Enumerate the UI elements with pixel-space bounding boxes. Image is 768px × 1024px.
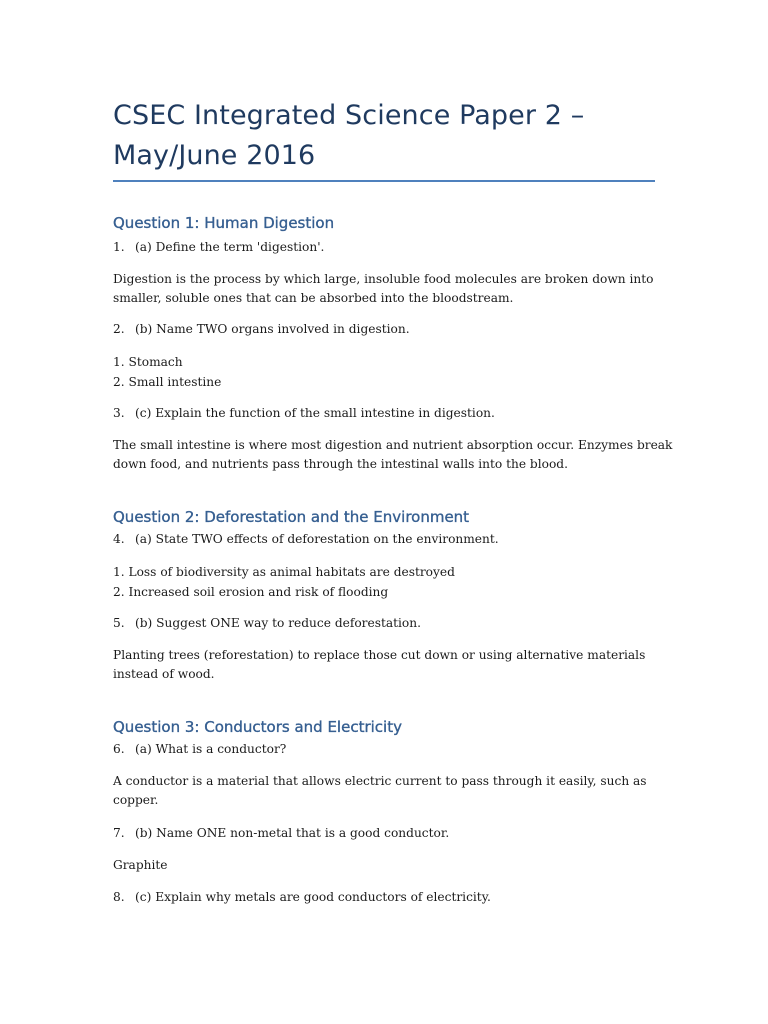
answer-line: Planting trees (reforestation) to replace those cut down or using alternative materials [113, 648, 646, 662]
question-text: (b) Name TWO organs involved in digestion. [135, 322, 410, 336]
question-7 [113, 824, 449, 842]
question-number: 4. [113, 532, 125, 546]
question-number: 8. [113, 890, 125, 904]
question-8 [113, 888, 491, 906]
answer-2 [113, 352, 658, 392]
answer-3 [113, 436, 673, 473]
question-text: (b) Name ONE non-metal that is a good conductor. [135, 826, 450, 840]
section-heading-conductors: Question 3: Conductors and Electricity [113, 718, 402, 736]
question-text: (c) Explain the function of the small intestine in digestion. [135, 406, 495, 420]
answer-1 [113, 270, 658, 307]
question-6 [113, 740, 286, 758]
question-number: 5. [113, 616, 125, 630]
answer-6 [113, 772, 658, 809]
question-5 [113, 614, 421, 632]
answer-line: 1. Loss of biodiversity as animal habitats are destroyed [113, 565, 455, 579]
question-number: 3. [113, 406, 125, 420]
question-text: (a) Define the term 'digestion'. [135, 240, 325, 254]
answer-line: copper. [113, 792, 159, 807]
question-number: 1. [113, 240, 125, 254]
section-heading-deforestation: Question 2: Deforestation and the Environment [113, 508, 470, 526]
document-title [113, 96, 658, 176]
document-title-line-1: CSEC Integrated Science Paper 2 – [113, 100, 585, 131]
question-2 [113, 320, 410, 338]
answer-line: smaller, soluble ones that can be absorbed into the bloodstream. [113, 290, 514, 305]
answer-line: 1. Stomach [113, 355, 183, 369]
title-underline-divider [113, 180, 655, 182]
answer-line: Graphite [113, 858, 168, 872]
answer-7 [113, 856, 658, 875]
answer-line: 2. Small intestine [113, 375, 222, 389]
question-text: (b) Suggest ONE way to reduce deforestation. [135, 616, 421, 630]
question-text: (c) Explain why metals are good conductors of electricity. [135, 890, 491, 904]
question-number: 6. [113, 742, 125, 756]
answer-5 [113, 646, 658, 683]
section-heading-human-digestion: Question 1: Human Digestion [113, 214, 335, 232]
answer-line: Digestion is the process by which large, insoluble food molecules are broken down into [113, 272, 654, 286]
answer-line: instead of wood. [113, 666, 215, 681]
question-text: (a) What is a conductor? [135, 742, 287, 756]
question-number: 7. [113, 826, 125, 840]
question-4 [113, 530, 499, 548]
question-3 [113, 404, 495, 422]
question-text: (a) State TWO effects of deforestation on the environment. [135, 532, 499, 546]
question-1 [113, 238, 324, 256]
answer-line: 2. Increased soil erosion and risk of flooding [113, 585, 389, 599]
document-title-line-2: May/June 2016 [113, 140, 316, 171]
answer-line: down food, and nutrients pass through the intestinal walls into the blood. [113, 456, 568, 471]
answer-line: The small intestine is where most digestion and nutrient absorption occur. Enzymes break [113, 438, 673, 452]
answer-4 [113, 562, 658, 602]
answer-line: A conductor is a material that allows electric current to pass through it easily, such as [113, 774, 647, 788]
question-number: 2. [113, 322, 125, 336]
